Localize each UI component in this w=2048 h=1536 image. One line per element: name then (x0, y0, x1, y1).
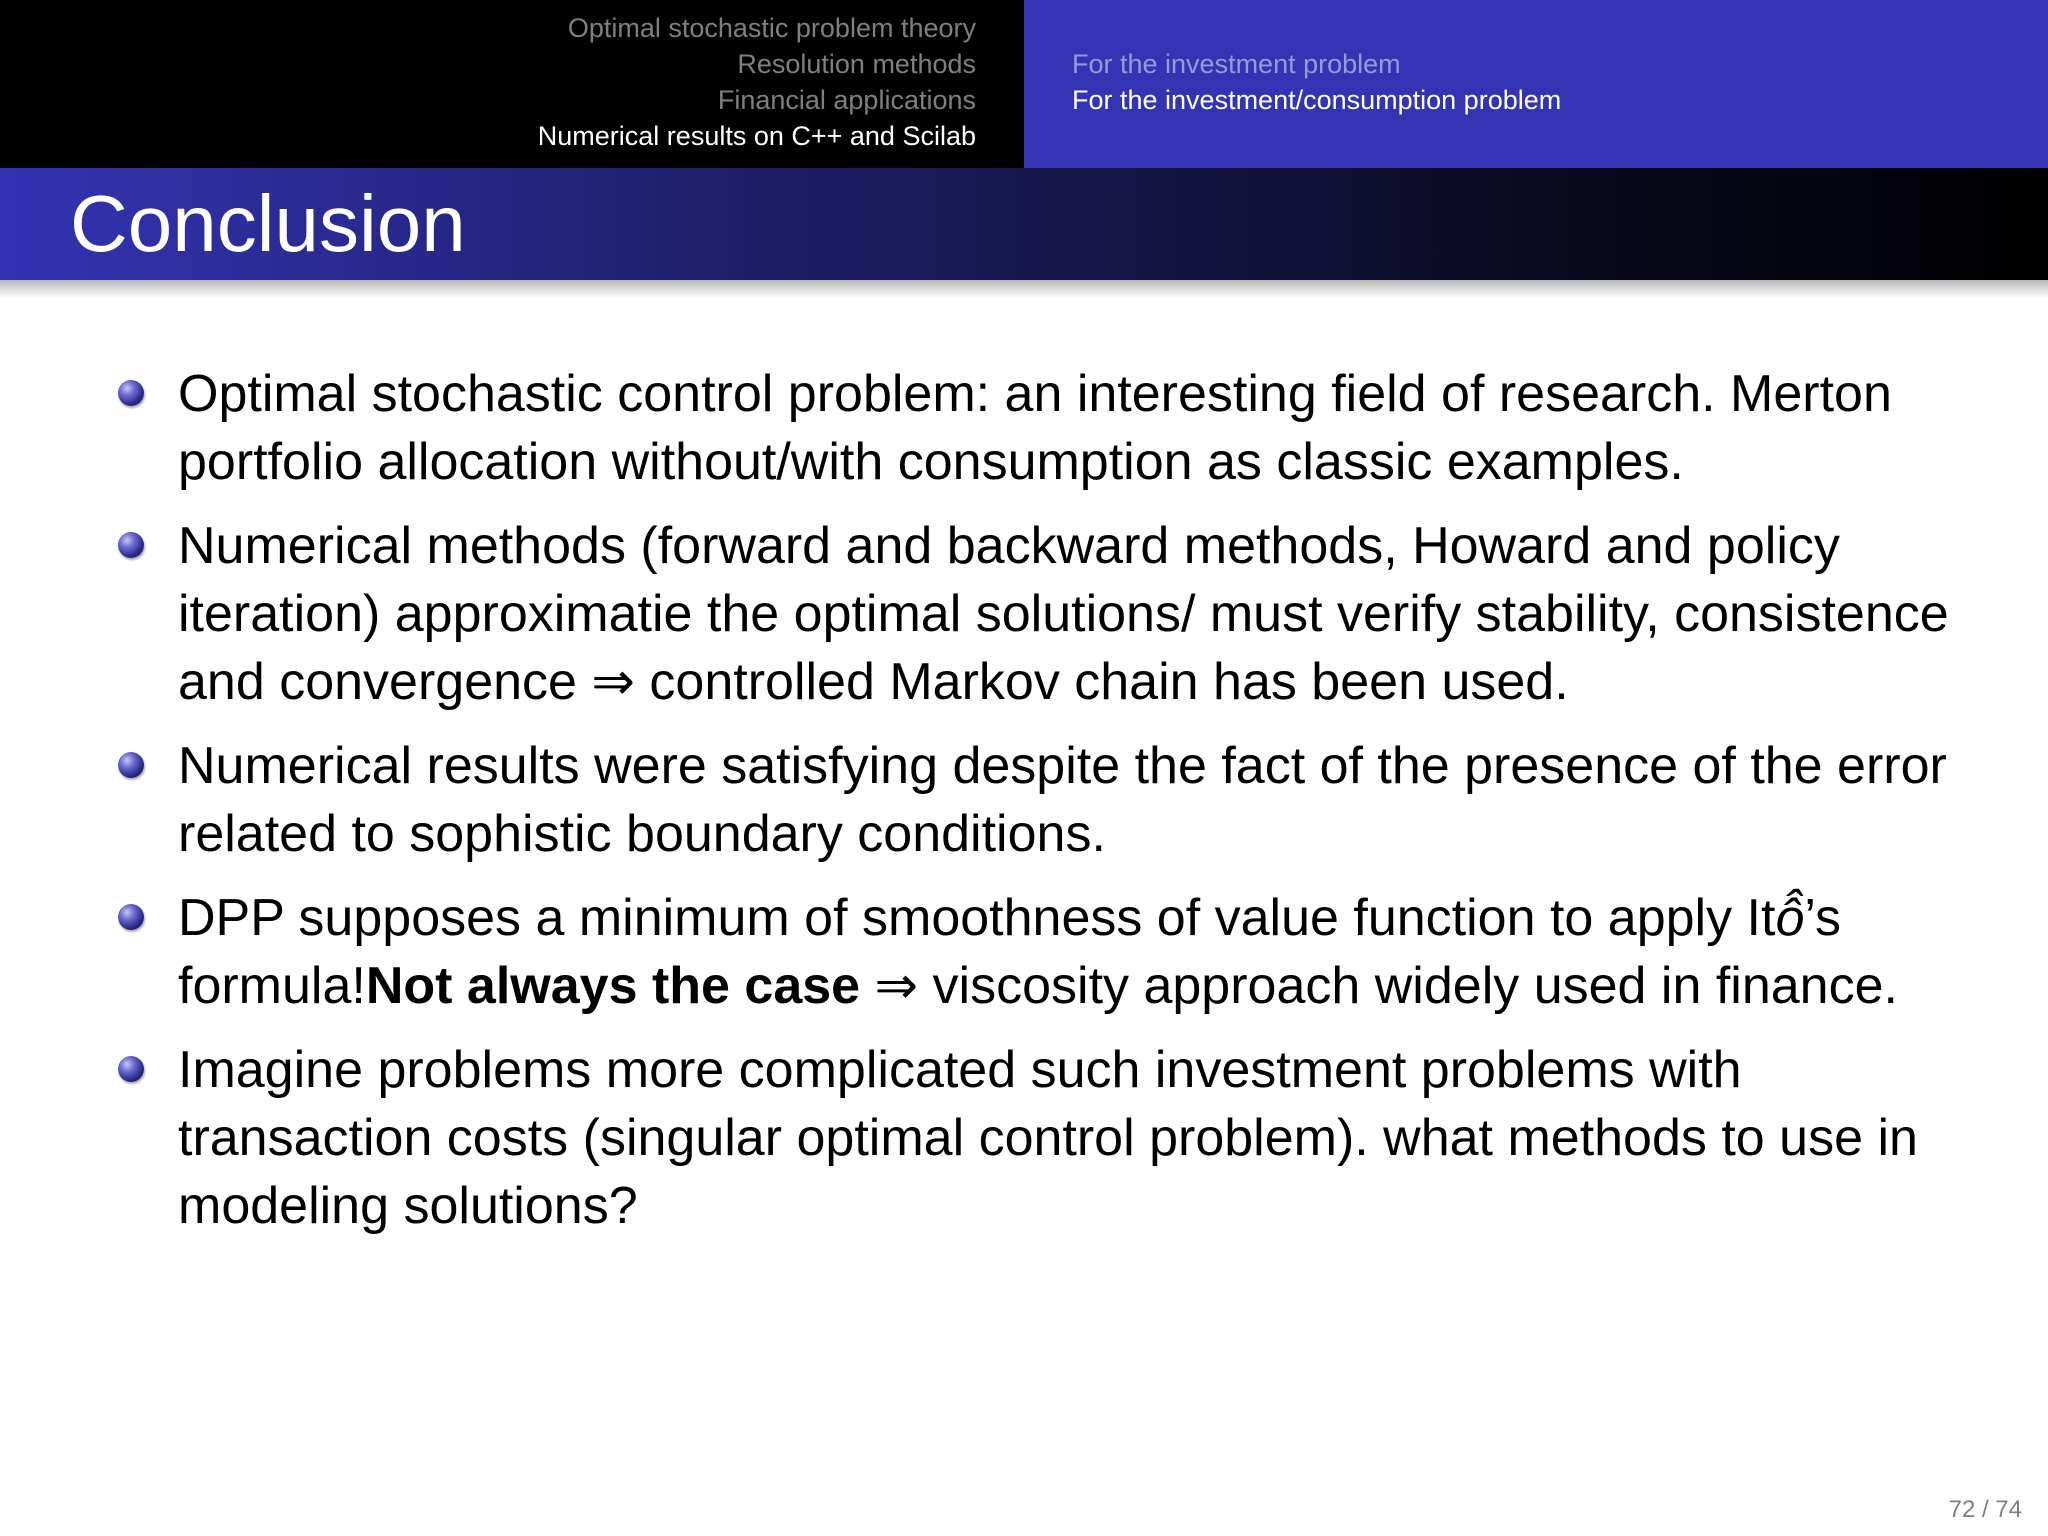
list-item (112, 1036, 2002, 1240)
nav-subsection-investment-problem[interactable]: For the investment problem (1072, 49, 1401, 79)
headline-navigation (0, 0, 2048, 168)
bullet-ball-icon (118, 380, 144, 406)
nav-section-numerical-results[interactable]: Numerical results on C++ and Scilab (537, 121, 976, 151)
page-number: 72 / 74 (1948, 1496, 2022, 1523)
bullet-text: Optimal stochastic control problem: an interesting field of research. Merton portfolio allocation without/with consumption as classic examples. (178, 365, 1892, 491)
subsection-list (1072, 46, 1561, 118)
bullet-list (112, 360, 2002, 1240)
bullet-text: Imagine problems more complicated such investment problems with transaction costs (singular optimal control problem). what methods to use in modeling solutions? (178, 1041, 1918, 1235)
list-item (112, 512, 2002, 716)
bullet-ball-icon (118, 752, 144, 778)
bullet-text-italic: ô̂ (1775, 889, 1805, 947)
title-bar-shadow (0, 280, 2048, 298)
bullet-ball-icon (118, 904, 144, 930)
bullet-text-bold: Not always the case (365, 957, 861, 1015)
nav-section-optimal-stochastic-theory[interactable]: Optimal stochastic problem theory (567, 13, 976, 43)
section-list (538, 10, 976, 154)
slide-content (112, 360, 2002, 1256)
bullet-text-part1: DPP supposes a minimum of smoothness of value function to apply It (178, 889, 1776, 947)
list-item (112, 732, 2002, 868)
list-item (112, 884, 2002, 1020)
bullet-ball-icon (118, 1056, 144, 1082)
section-navigation-panel (0, 0, 1024, 168)
subsection-navigation-panel (1024, 0, 2048, 168)
bullet-text: Numerical methods (forward and backward methods, Howard and policy iteration) approximatie the optimal solutions/ must verify stability, consistence and convergence ⇒ controlled Markov chain has been used. (178, 517, 1949, 711)
bullet-text-part2: ’s formula! (178, 889, 1841, 1015)
list-item (112, 360, 2002, 496)
bullet-text-part3: ⇒ viscosity approach widely used in finance. (860, 957, 1898, 1015)
nav-section-resolution-methods[interactable]: Resolution methods (737, 49, 976, 79)
nav-section-financial-applications[interactable]: Financial applications (717, 85, 976, 115)
bullet-text: Numerical results were satisfying despite the fact of the presence of the error related to sophistic boundary conditions. (178, 737, 1947, 863)
nav-subsection-investment-consumption-problem[interactable]: For the investment/consumption problem (1072, 85, 1562, 115)
bullet-ball-icon (118, 532, 144, 558)
frame-title-bar (0, 168, 2048, 280)
frame-title: Conclusion (70, 179, 466, 268)
